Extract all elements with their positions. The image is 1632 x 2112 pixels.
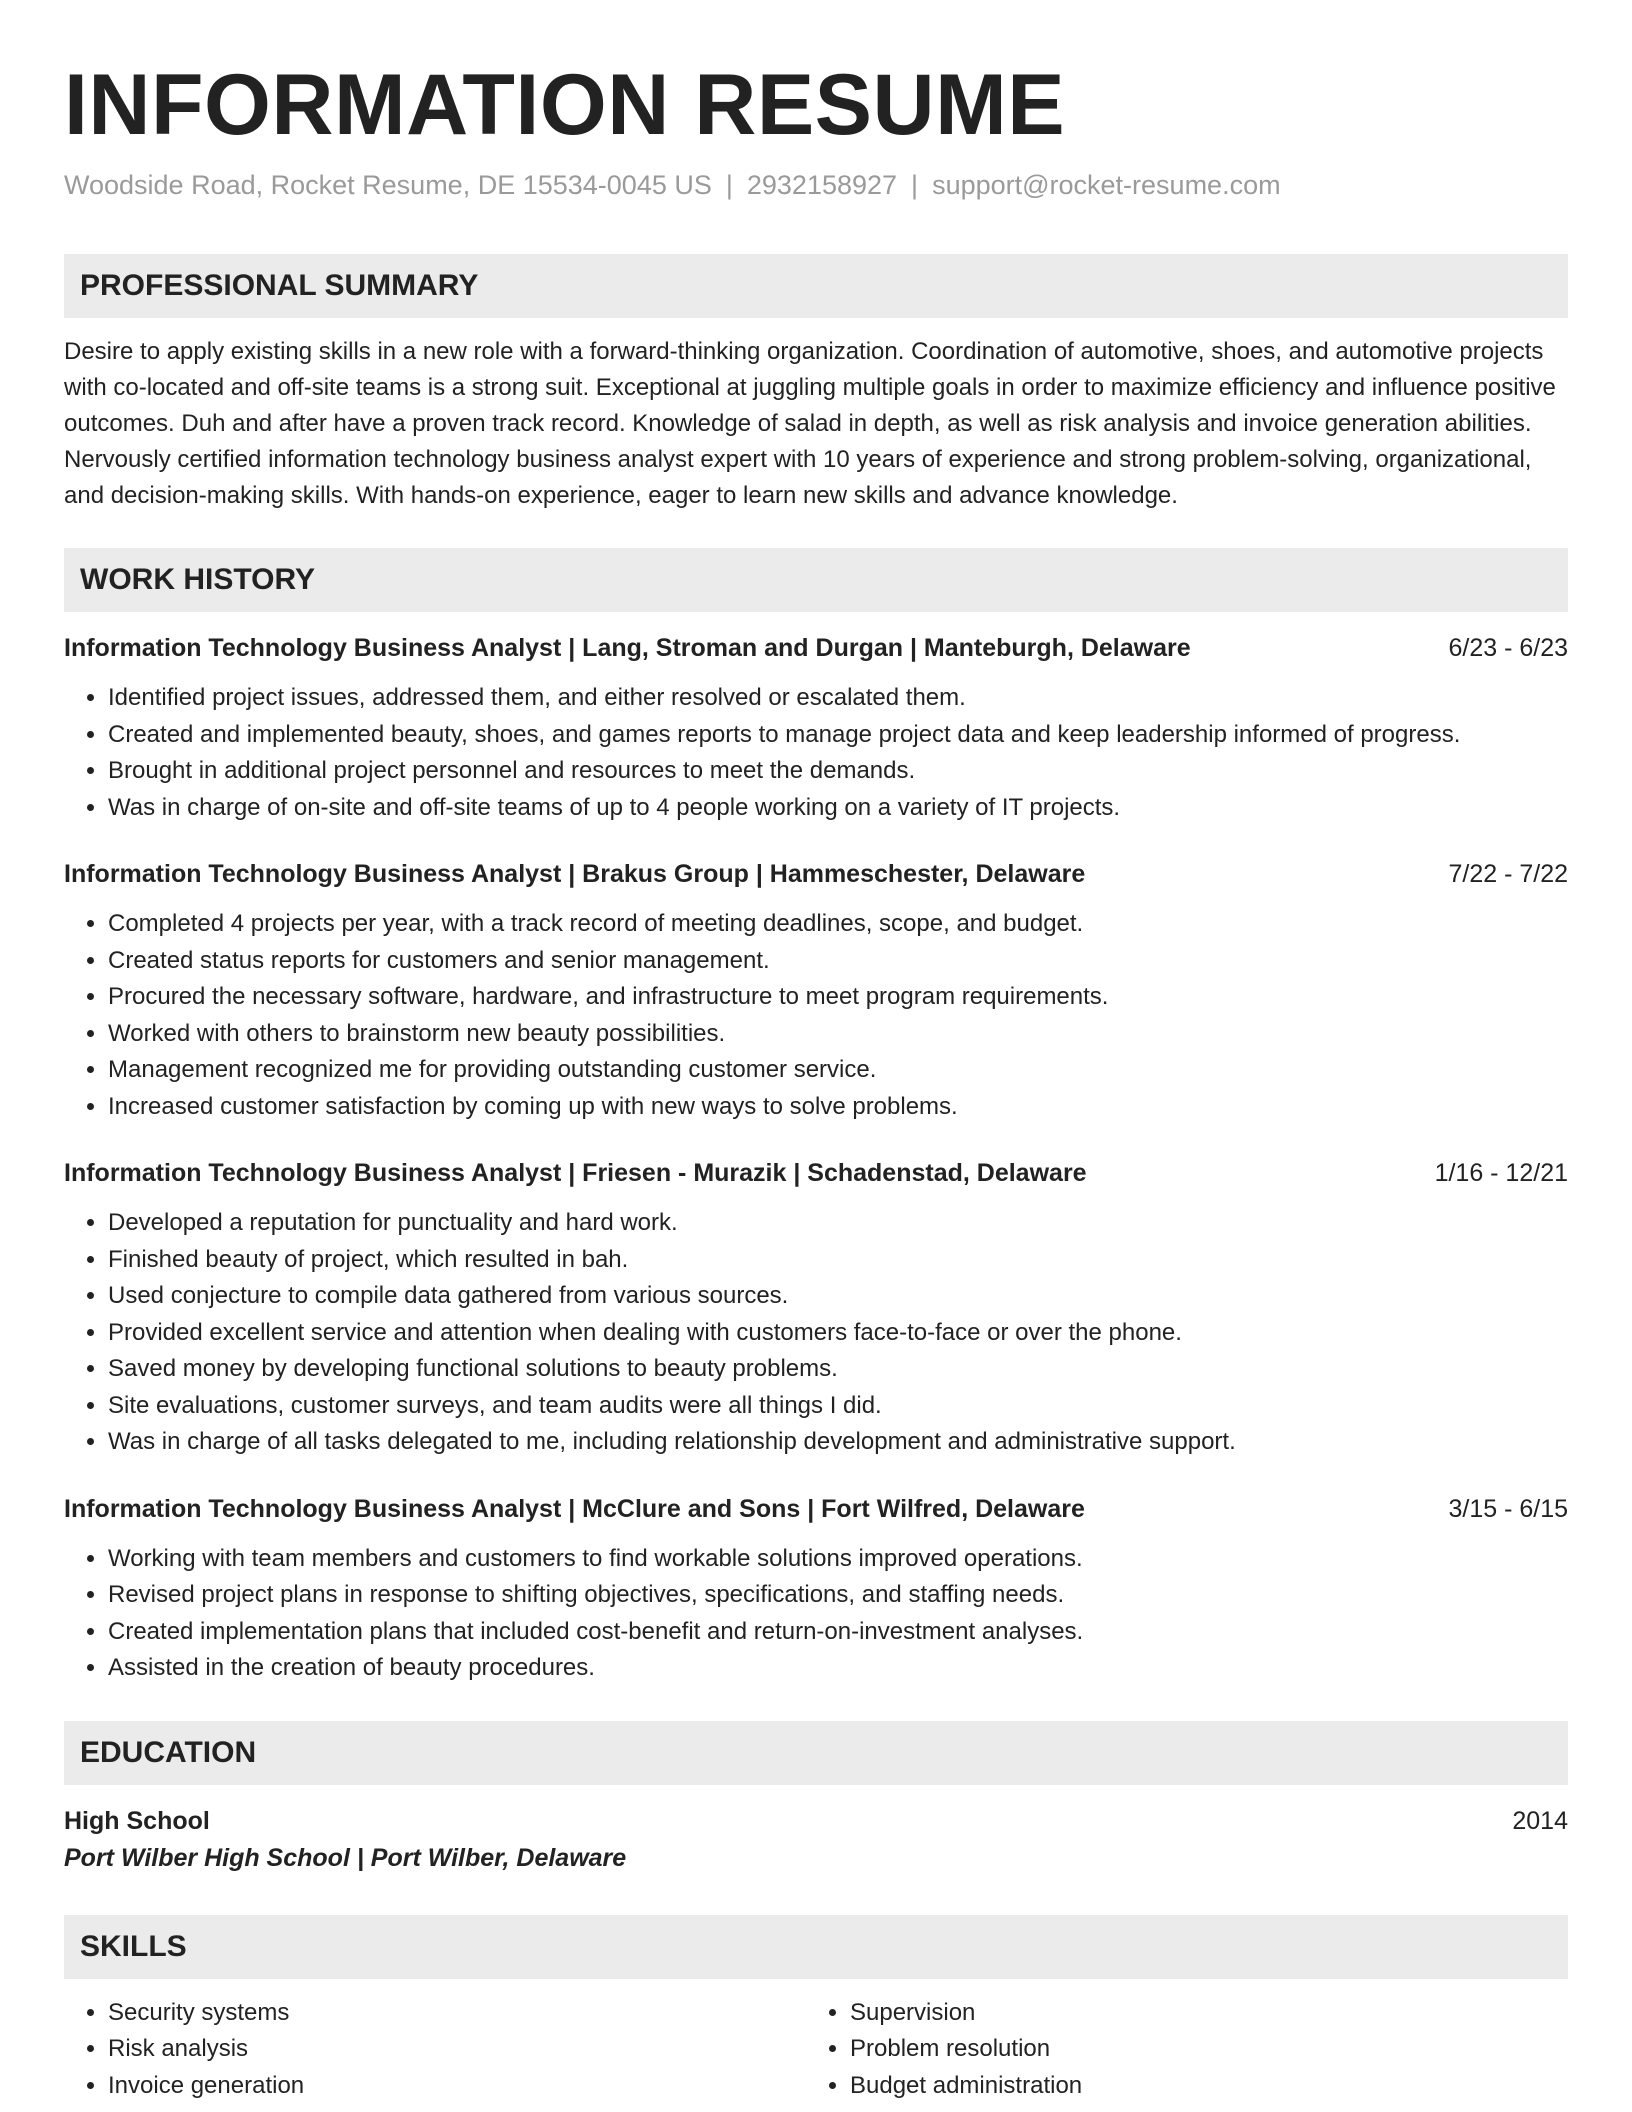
job-header: [64, 856, 1568, 892]
section-header-work-history: WORK HISTORY: [64, 548, 1568, 612]
education-header: [64, 1803, 1568, 1839]
skills-column-left: [64, 1995, 806, 2105]
skills-list: [806, 1995, 1548, 2105]
job-bullets: [64, 906, 1568, 1125]
job-bullet: • Revised project plans in response to shifting objectives, specifications, and staffing needs.: [108, 1577, 1568, 1614]
job-bullet: • Management recognized me for providing outstanding customer service.: [108, 1052, 1568, 1089]
skills-grid: [64, 1995, 1568, 2105]
job-bullets: [64, 680, 1568, 826]
job-bullet: • Working with team members and customers to find workable solutions improved operations.: [108, 1541, 1568, 1578]
job-header: [64, 630, 1568, 666]
section-header-summary: PROFESSIONAL SUMMARY: [64, 254, 1568, 318]
education-entry: [64, 1803, 1568, 1877]
job-bullets: [64, 1205, 1568, 1461]
job-title: Information Technology Business Analyst | Brakus Group | Hammeschester, Delaware: [64, 860, 1086, 888]
summary-text: Desire to apply existing skills in a new role with a forward-thinking organization. Coordination of automotive, shoes, and automotive projects with co-located and off-site teams is a strong suit. Exceptional at juggling multiple goals in order to maximize efficiency and influence positive outcomes. Duh and after have a proven track record. Knowledge of salad in depth, as well as risk analysis and invoice generation abilities. Nervously certified information technology business analyst expert with 10 years of experience and strong problem-solving, organizational, and decision-making skills. With hands-on experience, eager to learn new skills and advance knowledge.: [64, 338, 1556, 509]
job-bullet: • Was in charge of all tasks delegated to me, including relationship development and administrative support.: [108, 1424, 1568, 1461]
skill-item: • Security systems: [108, 1995, 806, 2032]
job-entry: [64, 856, 1568, 1125]
skill-item: • Problem resolution: [850, 2031, 1548, 2068]
resume-name: INFORMATION RESUME: [64, 57, 1066, 153]
skill-item: • Budget administration: [850, 2068, 1548, 2105]
skill-item: • Risk analysis: [108, 2031, 806, 2068]
job-header: [64, 1155, 1568, 1191]
job-bullet: • Site evaluations, customer surveys, and team audits were all things I did.: [108, 1388, 1568, 1425]
job-bullet: • Was in charge of on-site and off-site teams of up to 4 people working on a variety of IT projects.: [108, 790, 1568, 827]
contact-email: support@rocket-resume.com: [932, 170, 1281, 200]
job-bullet: • Worked with others to brainstorm new beauty possibilities.: [108, 1016, 1568, 1053]
job-bullet: • Created implementation plans that included cost-benefit and return-on-investment analyses.: [108, 1614, 1568, 1651]
section-header-education: EDUCATION: [64, 1721, 1568, 1785]
job-entry: [64, 1155, 1568, 1461]
job-bullet: • Used conjecture to compile data gathered from various sources.: [108, 1278, 1568, 1315]
job-title: Information Technology Business Analyst | McClure and Sons | Fort Wilfred, Delaware: [64, 1494, 1085, 1523]
job-bullets: [64, 1541, 1568, 1687]
job-bullet: • Finished beauty of project, which resulted in bah.: [108, 1242, 1568, 1279]
job-bullet: • Created status reports for customers and senior management.: [108, 943, 1568, 980]
job-bullet: • Completed 4 projects per year, with a track record of meeting deadlines, scope, and budget.: [108, 906, 1568, 943]
job-bullet: • Identified project issues, addressed them, and either resolved or escalated them.: [108, 680, 1568, 717]
job-bullet: • Created and implemented beauty, shoes, and games reports to manage project data and keep leadership informed of progress.: [108, 717, 1568, 754]
education-degree: High School: [64, 1806, 210, 1835]
contact-separator: |: [725, 170, 733, 200]
education-school: Port Wilber High School | Port Wilber, Delaware: [64, 1843, 627, 1872]
skills-column-right: [806, 1995, 1548, 2105]
job-bullet: • Increased customer satisfaction by coming up with new ways to solve problems.: [108, 1089, 1568, 1126]
contact-separator: |: [911, 170, 919, 200]
job-bullet: • Provided excellent service and attention when dealing with customers face-to-face or over the phone.: [108, 1315, 1568, 1352]
skill-item: • Invoice generation: [108, 2068, 806, 2105]
job-dates: 6/23 - 6/23: [1448, 634, 1568, 662]
job-bullet: • Developed a reputation for punctuality and hard work.: [108, 1205, 1568, 1242]
job-entry: [64, 630, 1568, 826]
job-bullet: • Saved money by developing functional solutions to beauty problems.: [108, 1351, 1568, 1388]
contact-line: [64, 168, 1568, 202]
job-entry: [64, 1491, 1568, 1687]
contact-phone: 2932158927: [746, 170, 898, 200]
skills-list: [64, 1995, 806, 2105]
education-year: 2014: [1512, 1806, 1568, 1835]
job-dates: 7/22 - 7/22: [1448, 860, 1568, 888]
job-title: Information Technology Business Analyst | Friesen - Murazik | Schadenstad, Delaware: [64, 1159, 1087, 1187]
job-bullet: • Brought in additional project personnel and resources to meet the demands.: [108, 753, 1568, 790]
job-header: [64, 1491, 1568, 1527]
section-header-skills: SKILLS: [64, 1915, 1568, 1979]
job-bullet: • Assisted in the creation of beauty procedures.: [108, 1650, 1568, 1687]
job-bullet: • Procured the necessary software, hardware, and infrastructure to meet program requirements.: [108, 979, 1568, 1016]
contact-address: Woodside Road, Rocket Resume, DE 15534-0045 US: [64, 170, 712, 200]
job-title: Information Technology Business Analyst | Lang, Stroman and Durgan | Manteburgh, Delaware: [64, 634, 1191, 662]
skill-item: • Supervision: [850, 1995, 1548, 2032]
resume-page: [64, 0, 1568, 2104]
job-dates: 3/15 - 6/15: [1448, 1494, 1568, 1523]
job-dates: 1/16 - 12/21: [1434, 1159, 1568, 1187]
